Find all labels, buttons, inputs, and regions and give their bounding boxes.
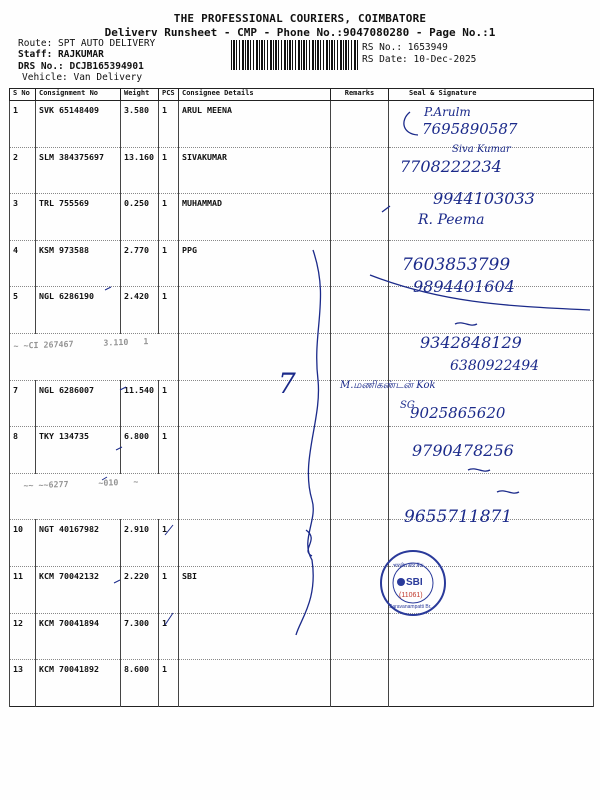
col-sno: S No: [10, 89, 36, 101]
col-remarks: Remarks: [331, 89, 389, 101]
route-label: Route: SPT AUTO DELIVERY: [18, 38, 156, 49]
table-row: [10, 566, 594, 613]
col-consignee: Consignee Details: [179, 89, 331, 101]
remarks-cell: [331, 566, 389, 613]
consignee-cell: [179, 520, 331, 567]
consignee-cell: [179, 473, 331, 520]
sno-cell: 12: [10, 613, 36, 660]
consignee-cell: ARUL MEENA: [179, 101, 331, 148]
initials-text: SG: [400, 400, 415, 411]
runsheet-table: [9, 88, 594, 707]
weight-cell: 2.220: [121, 566, 159, 613]
sno-cell: 8: [10, 427, 36, 474]
vehicle-label: Vehicle: Van Delivery: [22, 72, 143, 83]
col-seal-signature: Seal & Signature: [389, 89, 594, 101]
consignee-cell: [179, 287, 331, 334]
sno-cell: 7: [10, 380, 36, 427]
table-row: [10, 660, 594, 707]
drs-number: DRS No.: DCJB165394901: [18, 61, 144, 72]
pcs-cell: 1: [159, 660, 179, 707]
table-row: [10, 380, 594, 427]
weight-cell: 11.540: [121, 380, 159, 427]
pcs-cell: 1: [159, 427, 179, 474]
company-title: THE PROFESSIONAL COURIERS, COIMBATORE: [173, 12, 427, 25]
stamp-arc-bottom: Saravanampatti Br.: [389, 604, 432, 610]
signature-cell: [389, 147, 594, 194]
pcs-cell: 1: [159, 101, 179, 148]
pcs-cell: 1: [159, 240, 179, 287]
pcs-cell: 1: [159, 566, 179, 613]
weight-cell: 2.770: [121, 240, 159, 287]
phone2-text: 7708222234: [400, 157, 502, 176]
staff-label: Staff: RAJKUMAR: [18, 49, 104, 60]
pcs-cell: 1: [159, 147, 179, 194]
signature-cell: [389, 473, 594, 520]
consignment-cell: SVK 65148409: [36, 101, 121, 148]
consignment-cell: KCM 70042132: [36, 566, 121, 613]
remarks-cell: [331, 660, 389, 707]
pcs-cell: 1: [159, 287, 179, 334]
remarks-cell: [331, 380, 389, 427]
table-row: [10, 613, 594, 660]
sno-cell: 3: [10, 194, 36, 241]
remarks-cell: [331, 427, 389, 474]
pcs-cell: 1: [159, 380, 179, 427]
signature-cell: [389, 566, 594, 613]
signature-cell: [389, 287, 594, 334]
runsheet-subtitle: Deliverv Runsheet - CMP - Phone No.:9047080280 - Page No.:1: [104, 26, 496, 39]
remarks-cell: [331, 287, 389, 334]
consignee-cell: [179, 380, 331, 427]
consignment-cell: KCM 70041894: [36, 613, 121, 660]
remarks-cell: [331, 473, 389, 520]
remarks-cell: [331, 194, 389, 241]
table-row: [10, 473, 594, 520]
sig2-name: Siva Kumar: [452, 144, 511, 155]
consignee-cell: [179, 660, 331, 707]
remarks-cell: [331, 147, 389, 194]
phone10-text: 9025865620: [410, 404, 506, 422]
table-row: [10, 520, 594, 567]
sno-cell: 5: [10, 287, 36, 334]
phone8-text: 6380922494: [450, 358, 540, 374]
signature-cell: [389, 333, 594, 380]
pcs-cell: 1: [159, 613, 179, 660]
stamp-bank: SBI: [406, 577, 423, 588]
weight-cell: 2.910: [121, 520, 159, 567]
consignment-cell: TKY 134735: [36, 427, 121, 474]
consignee-cell: [179, 333, 331, 380]
col-consignment: Consignment No: [36, 89, 121, 101]
signature-cell: [389, 660, 594, 707]
name4-text: R. Peema: [418, 212, 485, 228]
consignee-cell: MUHAMMAD: [179, 194, 331, 241]
phone7-text: 9342848129: [420, 333, 522, 352]
table-row: [10, 147, 594, 194]
consignment-cell: NGL 6286007: [36, 380, 121, 427]
phone11-text: 9790478256: [412, 441, 514, 460]
faded-row-text: ~ ~CI 267467 3.110 1: [10, 331, 179, 383]
pcs-cell: 1: [159, 194, 179, 241]
remarks-cell: [331, 101, 389, 148]
weight-cell: 8.600: [121, 660, 159, 707]
faded-row-text: ~~ ~~6277 ~010 ~: [10, 470, 179, 522]
weight-cell: 0.250: [121, 194, 159, 241]
signature-cell: [389, 613, 594, 660]
pcs-cell: 1: [159, 520, 179, 567]
stamp-code: (11061): [399, 592, 423, 599]
weight-cell: 6.800: [121, 427, 159, 474]
rs-date: RS Date: 10-Dec-2025: [362, 54, 477, 65]
stamp-arc-top: भारतीय स्टेट बैंक: [393, 563, 424, 569]
table-row: [10, 194, 594, 241]
sno-cell: 1: [10, 101, 36, 148]
weight-cell: 2.420: [121, 287, 159, 334]
weight-cell: 13.160: [121, 147, 159, 194]
phone12-text: 9655711871: [404, 507, 513, 527]
table-row: [10, 240, 594, 287]
consignee-cell: [179, 427, 331, 474]
consignment-cell: KSM 973588: [36, 240, 121, 287]
consignment-cell: NGL 6286190: [36, 287, 121, 334]
consignment-cell: NGT 40167982: [36, 520, 121, 567]
signature-cell: [389, 427, 594, 474]
sig1-name: P.Arulm: [424, 105, 471, 119]
weight-cell: 3.580: [121, 101, 159, 148]
barcode: [231, 40, 359, 70]
remarks-cell: [331, 520, 389, 567]
consignee-cell: [179, 613, 331, 660]
consignee-cell: SBI: [179, 566, 331, 613]
consignment-cell: SLM 384375697: [36, 147, 121, 194]
phone6-text: 9894401604: [413, 277, 515, 296]
signature-cell: [389, 380, 594, 427]
sno-cell: 11: [10, 566, 36, 613]
sno-cell: 4: [10, 240, 36, 287]
sno-cell: 13: [10, 660, 36, 707]
signature-cell: [389, 194, 594, 241]
rs-number: RS No.: 1653949: [362, 42, 448, 53]
table-row: [10, 101, 594, 148]
sno-cell: 2: [10, 147, 36, 194]
phone1-text: 7695890587: [422, 120, 518, 138]
signature-cell: [389, 520, 594, 567]
phone3-text: 9944103033: [433, 189, 535, 208]
col-weight: Weight: [121, 89, 159, 101]
remarks-cell: [331, 240, 389, 287]
table-row: [10, 287, 594, 334]
signature-cell: [389, 101, 594, 148]
table-header-row: [10, 89, 594, 101]
margin-mark: 7: [278, 367, 296, 400]
table-row: [10, 427, 594, 474]
col-pcs: PCS: [159, 89, 179, 101]
name9-text: M.மணிகண்டன் Kok: [340, 380, 436, 391]
weight-cell: 7.300: [121, 613, 159, 660]
remarks-cell: [331, 333, 389, 380]
signature-cell: [389, 240, 594, 287]
table-row: [10, 333, 594, 380]
phone5-text: 7603853799: [402, 255, 511, 275]
consignment-cell: TRL 755569: [36, 194, 121, 241]
remarks-cell: [331, 613, 389, 660]
consignee-cell: SIVAKUMAR: [179, 147, 331, 194]
sno-cell: 10: [10, 520, 36, 567]
consignee-cell: PPG: [179, 240, 331, 287]
consignment-cell: KCM 70041892: [36, 660, 121, 707]
